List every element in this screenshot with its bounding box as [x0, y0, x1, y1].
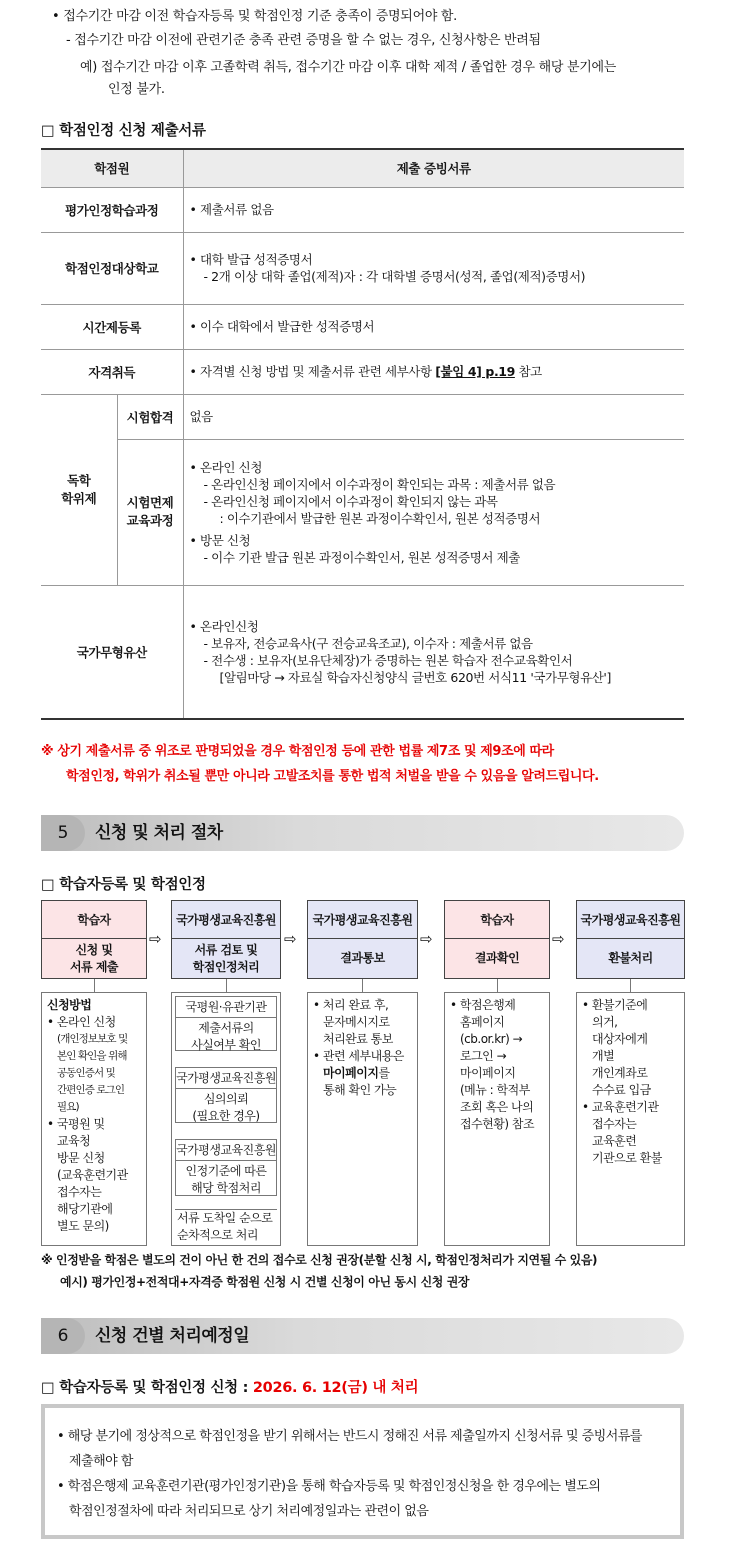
- row-description: [183, 349, 684, 394]
- step-action: 서류 검토 및 학점인정처리: [192, 942, 260, 974]
- table-row: [41, 304, 684, 349]
- desc-line: • 방문 신청: [189, 532, 251, 548]
- substep-action: 인정기준에 따른 해당 학점처리: [185, 1164, 267, 1195]
- connector-line: [630, 979, 631, 992]
- table-row: [41, 187, 684, 232]
- detail-line: (cb.or.kr) →: [460, 1032, 523, 1046]
- detail-line: 대상자에게: [592, 1032, 648, 1046]
- desc-line: • 온라인 신청: [189, 459, 262, 475]
- forgery-warning-line-2: 학점인정, 학위가 취소될 뿐만 아니라 고발조치를 통한 법적 처벌을 받을 수 있음을 알려드립니다.: [66, 769, 599, 784]
- detail-line: (메뉴 : 학적부: [460, 1083, 530, 1097]
- connector-line: [226, 979, 227, 992]
- step-actor: 학습자: [445, 901, 549, 939]
- section-number: 6: [41, 1318, 85, 1354]
- row-subcategory: [117, 439, 183, 585]
- flow-step-check-result: [444, 900, 550, 979]
- detail-line: • 교육훈련기관: [582, 1100, 659, 1114]
- row-description: [183, 439, 684, 585]
- detail-line: 공동인증서 및: [57, 1067, 115, 1079]
- detail-line: 홈페이지: [460, 1015, 505, 1029]
- review-substep-deliberation: [175, 1067, 277, 1123]
- review-substep-order: [175, 1209, 277, 1245]
- detail-result-check: [444, 992, 550, 1246]
- connector-line: [497, 979, 498, 992]
- substep-actor: 국가평생교육진흥원: [176, 1068, 276, 1089]
- detail-line: 본인 확인을 위해: [57, 1050, 127, 1062]
- detail-line: 해당기관에: [57, 1202, 113, 1216]
- row-category: 국가무형유산: [41, 585, 183, 719]
- flow-arrow-icon: ⇨: [284, 930, 297, 948]
- flow-heading: □ 학습자등록 및 학점인정: [41, 877, 206, 893]
- desc-line: [알림마당 → 자료실 학습자신청양식 글번호 620번 서식11 '국가무형유산']: [219, 669, 611, 685]
- step-actor: 국가평생교육진흥원: [577, 901, 684, 939]
- flow-arrow-icon: ⇨: [420, 930, 433, 948]
- intro-line-2: - 접수기간 마감 이전에 관련기준 충족 관련 증명을 할 수 없는 경우, 신청사항은 반려됨: [66, 33, 541, 48]
- table-row: [41, 439, 684, 585]
- detail-line: 교육청: [57, 1134, 91, 1148]
- section-title: 신청 및 처리 절차: [95, 823, 223, 843]
- desc-line: • 온라인신청: [189, 618, 259, 634]
- schedule-date: 2026. 6. 12(금) 내 처리: [252, 1380, 419, 1396]
- substep-actor: 국가평생교육진흥원: [176, 1140, 276, 1161]
- desc-line: - 이수 기관 발급 원본 과정이수확인서, 원본 성적증명서 제출: [203, 549, 520, 565]
- row-description: [183, 232, 684, 304]
- required-docs-table: [41, 148, 684, 720]
- detail-notification: [307, 992, 418, 1246]
- substep-action: 심의의뢰 (필요한 경우): [192, 1092, 260, 1123]
- docs-heading: □ 학점인정 신청 제출서류: [41, 123, 206, 139]
- processing-notice-box: [41, 1404, 684, 1539]
- desc-line: : 이수기관에서 발급한 원본 과정이수확인서, 원본 성적증명서: [219, 510, 541, 526]
- step-actor: 국가평생교육진흥원: [172, 901, 280, 939]
- detail-line: 접수현황) 참조: [460, 1117, 535, 1131]
- substep-action: 제출서류의 사실여부 확인: [191, 1021, 261, 1052]
- intro-line-4: 인정 불가.: [108, 82, 165, 97]
- row-description: • 제출서류 없음: [183, 187, 684, 232]
- connector-line: [94, 979, 95, 992]
- flow-arrow-icon: ⇨: [552, 930, 565, 948]
- review-substep-fact-check: [175, 996, 277, 1051]
- row-description: 없음: [183, 394, 684, 439]
- step-action: 결과확인: [474, 951, 520, 965]
- table-row: [41, 232, 684, 304]
- flow-note-line-2: 예시) 평가인정+전적대+자격증 학점원 신청 시 건별 신청이 아닌 동시 신청 권장: [60, 1275, 470, 1289]
- detail-line: 방문 신청: [57, 1151, 105, 1165]
- section-number: 5: [41, 815, 85, 851]
- step-action: 신청 및 서류 제출: [69, 942, 119, 974]
- detail-line: 접수자는: [57, 1185, 102, 1199]
- row-subcategory: 시험합격: [117, 394, 183, 439]
- intro-line-1: • 접수기간 마감 이전 학습자등록 및 학점인정 기준 충족이 증명되어야 함.: [52, 9, 458, 24]
- table-row: [41, 585, 684, 719]
- desc-line: - 2개 이상 대학 졸업(제적)자 : 각 대학별 증명서(성적, 졸업(제적)증명서): [203, 269, 586, 284]
- detail-refund: [576, 992, 685, 1246]
- schedule-label: □ 학습자등록 및 학점인정 신청 :: [41, 1380, 253, 1396]
- detail-review-steps: [171, 992, 281, 1246]
- flow-step-learner-apply: [41, 900, 147, 979]
- detail-line: • 환불기준에: [582, 998, 648, 1012]
- table-row: [41, 394, 684, 439]
- row-category: 학점인정대상학교: [41, 232, 183, 304]
- sub-line: 시험면제: [126, 495, 174, 510]
- step-actor: 국가평생교육진흥원: [308, 901, 417, 939]
- row-category: 자격취득: [41, 349, 183, 394]
- table-row: [41, 349, 684, 394]
- desc-text: 참고: [514, 364, 542, 379]
- notice-line: • 해당 분기에 정상적으로 학점인정을 받기 위해서는 반드시 정해진 서류 제출일까지 신청서류 및 증빙서류를: [57, 1429, 642, 1444]
- mypage-text: 마이페이지: [323, 1066, 379, 1080]
- row-category: 시간제등록: [41, 304, 183, 349]
- detail-line: • 국평원 및: [47, 1117, 105, 1131]
- flow-note-line-1: ※ 인정받을 학점은 별도의 건이 아닌 한 건의 접수로 신청 권장(분할 신청 시, 학점인정처리가 지연될 수 있음): [41, 1253, 598, 1267]
- detail-line: 별도 문의): [57, 1219, 109, 1233]
- flow-step-review: [171, 900, 281, 979]
- detail-line: • 처리 완료 후,: [313, 998, 389, 1012]
- desc-line: - 전수생 : 보유자(보유단체장)가 증명하는 원본 학습자 전수교육확인서: [203, 652, 573, 668]
- detail-apply-methods: [41, 992, 147, 1246]
- detail-line: 마이페이지를: [323, 1066, 390, 1080]
- sub-line: 교육과정: [126, 513, 174, 528]
- connector-line: [362, 979, 363, 992]
- detail-line: • 학점은행제: [450, 998, 516, 1012]
- flow-step-notify: [307, 900, 418, 979]
- schedule-heading: [41, 1376, 418, 1397]
- flow-arrow-icon: ⇨: [149, 930, 162, 948]
- detail-line: • 온라인 신청: [47, 1015, 116, 1029]
- column-header-source: 학점원: [41, 149, 183, 187]
- review-substep-credit-processing: [175, 1139, 277, 1196]
- detail-title: 신청방법: [47, 998, 92, 1012]
- detail-line: 간편인증 로그인: [57, 1084, 125, 1096]
- notice-line: 제출해야 함: [69, 1454, 133, 1469]
- desc-line: - 보유자, 전승교육사(구 전승교육조교), 이수자 : 제출서류 없음: [203, 635, 533, 651]
- substep-line: 서류 도착일 순으로: [177, 1211, 273, 1225]
- detail-line: 조회 혹은 나의: [460, 1100, 534, 1114]
- detail-line: 필요): [57, 1101, 79, 1113]
- intro-line-3: 예) 접수기간 마감 이후 고졸학력 취득, 접수기간 마감 이후 대학 제적 / 졸업한 경우 해당 분기에는: [80, 60, 616, 75]
- row-category: 평가인정학습과정: [41, 187, 183, 232]
- section-5-header: [41, 815, 684, 851]
- step-action: 결과통보: [340, 951, 385, 965]
- section-title: 신청 건별 처리예정일: [95, 1326, 250, 1346]
- detail-line: 기관으로 환불: [592, 1151, 662, 1165]
- column-header-docs: 제출 증빙서류: [183, 149, 684, 187]
- substep-actor: 국평원·유관기관: [176, 997, 276, 1018]
- section-6-header: [41, 1318, 684, 1354]
- row-description: • 이수 대학에서 발급한 성적증명서: [183, 304, 684, 349]
- detail-line: • 관련 세부내용은: [313, 1049, 404, 1063]
- step-action: 환불처리: [608, 951, 653, 965]
- detail-line: 로그인 →: [460, 1049, 507, 1063]
- forgery-warning-line-1: ※ 상기 제출서류 중 위조로 판명되었을 경우 학점인정 등에 관한 법률 제7조 및 제9조에 따라: [41, 744, 554, 759]
- row-description: [183, 585, 684, 719]
- flow-step-refund: [576, 900, 685, 979]
- detail-line: (개인정보보호 및: [57, 1033, 128, 1045]
- desc-text: • 자격별 신청 방법 및 제출서류 관련 세부사항: [189, 364, 436, 379]
- detail-line: 통해 확인 가능: [323, 1083, 397, 1097]
- detail-line: 문자메시지로: [323, 1015, 390, 1029]
- detail-line: 개별: [592, 1049, 615, 1063]
- detail-line: 처리완료 통보: [323, 1032, 393, 1046]
- desc-line: - 온라인신청 페이지에서 이수과정이 확인되지 않는 과목: [203, 493, 498, 509]
- substep-line: 순차적으로 처리: [177, 1228, 258, 1242]
- desc-line: - 온라인신청 페이지에서 이수과정이 확인되는 과목 : 제출서류 없음: [203, 476, 556, 492]
- detail-line: 마이페이지: [460, 1066, 516, 1080]
- detail-line: 교육훈련: [592, 1134, 637, 1148]
- detail-line: 접수자는: [592, 1117, 637, 1131]
- row-category-self-study: [41, 394, 117, 585]
- detail-line: 수수료 입금: [592, 1083, 651, 1097]
- step-actor: 학습자: [42, 901, 146, 939]
- cat-line: 독학: [67, 472, 91, 488]
- detail-line: 개인계좌로: [592, 1066, 648, 1080]
- cat-line: 학위제: [61, 490, 97, 506]
- notice-line: • 학점은행제 교육훈련기관(평가인정기관)을 통해 학습자등록 및 학점인정신청을 한 경우에는 별도의: [57, 1479, 601, 1494]
- detail-line: 의거,: [592, 1015, 618, 1029]
- detail-line: (교육훈련기관: [57, 1168, 128, 1182]
- table-header-row: [41, 149, 684, 187]
- desc-line: • 대학 발급 성적증명서: [189, 252, 313, 267]
- appendix-4-link[interactable]: [붙임 4] p.19: [435, 364, 515, 379]
- notice-line: 학점인정절차에 따라 처리되므로 상기 처리예정일과는 관련이 없음: [69, 1504, 429, 1519]
